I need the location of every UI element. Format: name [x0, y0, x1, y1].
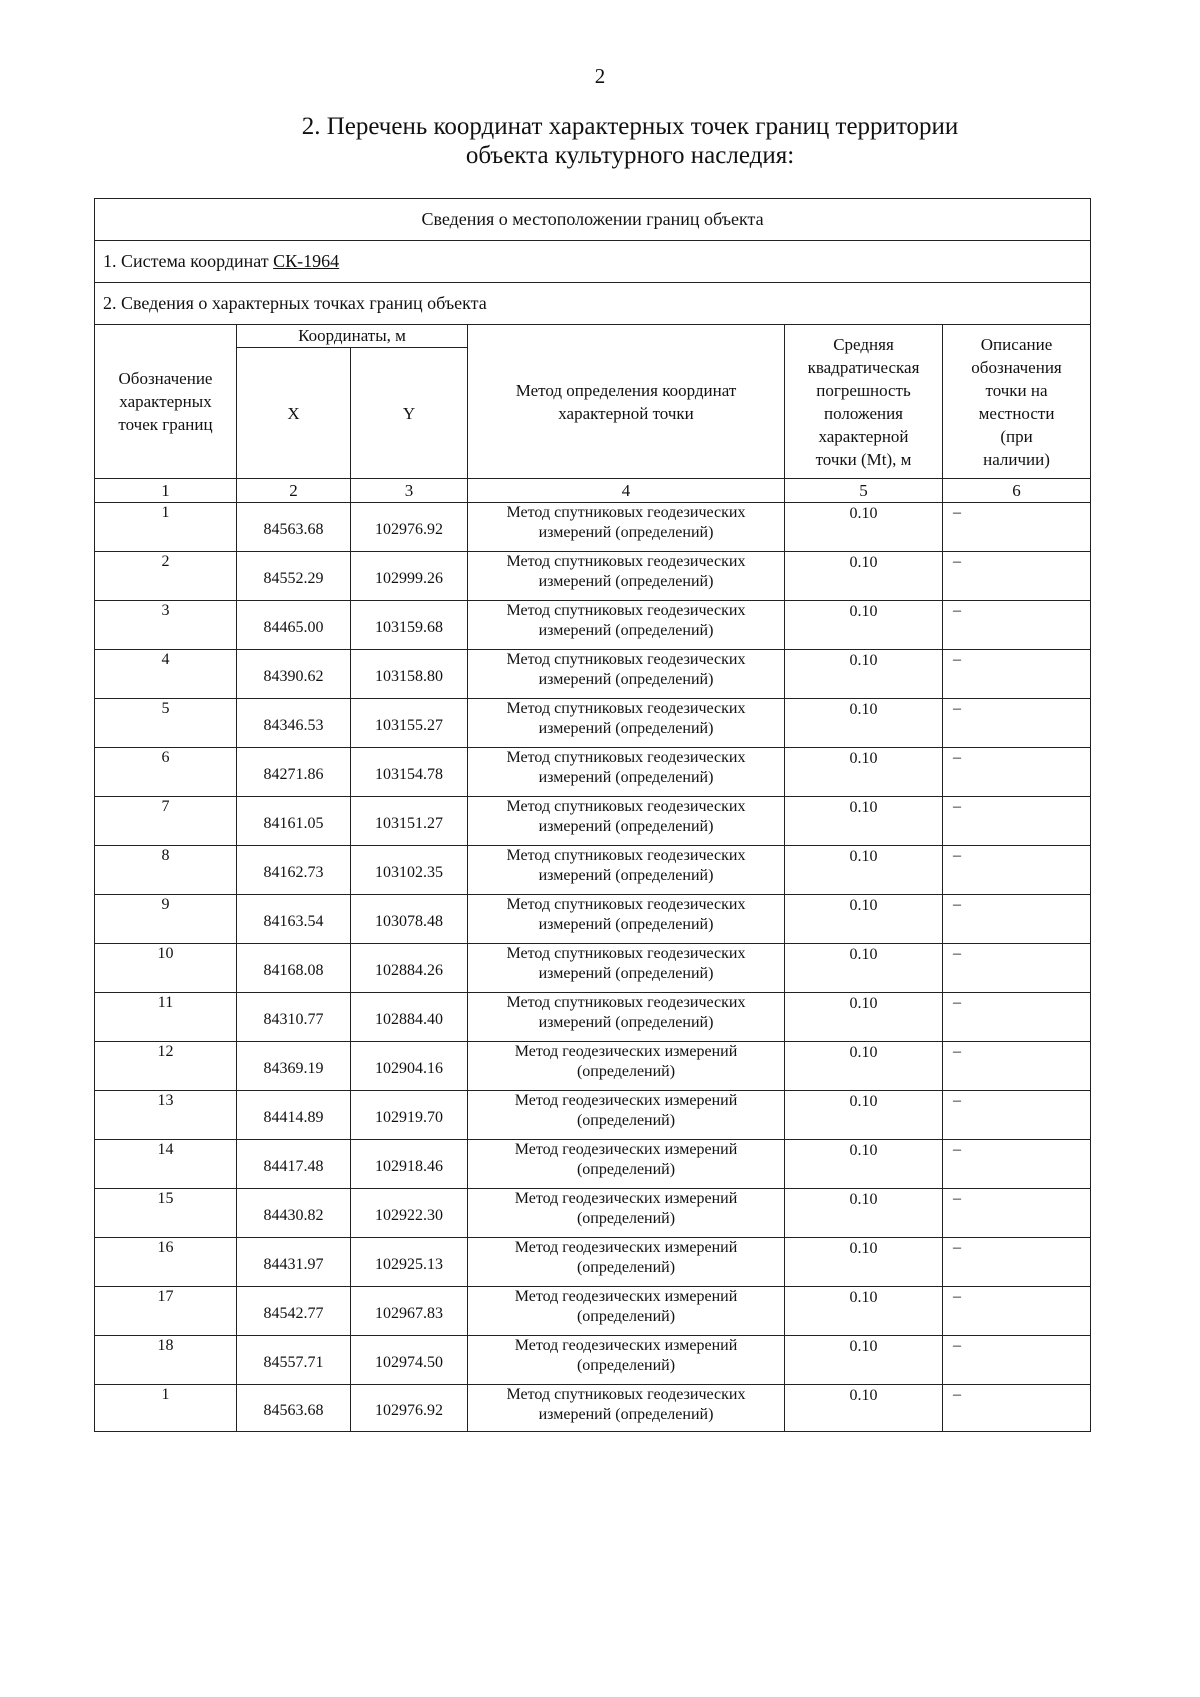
table-row: [95, 1140, 1091, 1189]
method-line: Метод геодезических измерений: [514, 1288, 738, 1305]
y-coordinate-cell: 103155.27: [351, 699, 468, 748]
coordinates-table: [94, 198, 1091, 1432]
table-row: [95, 1336, 1091, 1385]
method-cell: [468, 1287, 785, 1336]
method-line: Метод геодезических измерений: [514, 1337, 738, 1354]
header-coordinates: Координаты, м: [237, 325, 468, 348]
method-line: (определений): [576, 1259, 676, 1276]
error-cell: 0.10: [785, 797, 943, 846]
header-designation-line: точек границ: [118, 415, 213, 434]
point-id-cell: 8: [95, 846, 237, 895]
header-designation: [95, 325, 237, 479]
x-coordinate-cell: 84417.48: [237, 1140, 351, 1189]
table-row: [95, 1042, 1091, 1091]
x-coordinate-cell: 84552.29: [237, 552, 351, 601]
x-coordinate-cell: 84162.73: [237, 846, 351, 895]
header-error-line: погрешность: [816, 380, 911, 400]
description-cell: –: [943, 1091, 1091, 1140]
point-id-cell: 5: [95, 699, 237, 748]
method-cell: [468, 895, 785, 944]
method-cell: [468, 748, 785, 797]
method-cell: [468, 797, 785, 846]
method-line: Метод спутниковых геодезических: [506, 553, 746, 570]
method-line: измерений (определений): [538, 1014, 714, 1031]
method-line: Метод геодезических измерений: [514, 1043, 738, 1060]
table-row: [95, 1385, 1091, 1432]
error-cell: 0.10: [785, 846, 943, 895]
y-coordinate-cell: 103154.78: [351, 748, 468, 797]
header-description-line: точки на: [985, 380, 1048, 400]
section-title: Сведения о местоположении границ объекта: [95, 199, 1091, 241]
method-line: Метод геодезических измерений: [514, 1190, 738, 1207]
x-coordinate-cell: 84431.97: [237, 1238, 351, 1287]
header-error: [785, 325, 943, 479]
document-title: [0, 112, 1200, 170]
method-line: измерений (определений): [538, 573, 714, 590]
method-line: измерений (определений): [538, 818, 714, 835]
point-id-cell: 12: [95, 1042, 237, 1091]
description-cell: –: [943, 993, 1091, 1042]
table-row: [95, 1287, 1091, 1336]
header-y: Y: [351, 348, 468, 479]
y-coordinate-cell: 103159.68: [351, 601, 468, 650]
method-line: Метод спутниковых геодезических: [506, 1386, 746, 1403]
x-coordinate-cell: 84414.89: [237, 1091, 351, 1140]
method-cell: [468, 601, 785, 650]
method-cell: [468, 1189, 785, 1238]
method-line: (определений): [576, 1063, 676, 1080]
header-description-line: (при: [1000, 426, 1033, 446]
x-coordinate-cell: 84557.71: [237, 1336, 351, 1385]
header-description: [943, 325, 1091, 479]
description-cell: –: [943, 748, 1091, 797]
point-id-cell: 1: [95, 1385, 237, 1432]
header-designation-line: Обозначение: [118, 369, 213, 388]
method-line: Метод спутниковых геодезических: [506, 994, 746, 1011]
column-number: 3: [351, 479, 468, 503]
description-cell: –: [943, 1140, 1091, 1189]
point-id-cell: 16: [95, 1238, 237, 1287]
description-cell: –: [943, 797, 1091, 846]
method-cell: [468, 1140, 785, 1189]
header-error-line: положения: [823, 403, 903, 423]
error-cell: 0.10: [785, 1385, 943, 1432]
method-line: измерений (определений): [538, 720, 714, 737]
method-line: измерений (определений): [538, 622, 714, 639]
point-id-cell: 2: [95, 552, 237, 601]
x-coordinate-cell: 84563.68: [237, 1385, 351, 1432]
y-coordinate-cell: 103078.48: [351, 895, 468, 944]
header-method-line: характерной точки: [558, 403, 694, 423]
method-line: измерений (определений): [538, 1406, 714, 1423]
method-line: Метод спутниковых геодезических: [506, 651, 746, 668]
coord-system-row: [95, 241, 1091, 283]
method-line: (определений): [576, 1357, 676, 1374]
error-cell: 0.10: [785, 552, 943, 601]
error-cell: 0.10: [785, 1091, 943, 1140]
point-id-cell: 11: [95, 993, 237, 1042]
point-id-cell: 3: [95, 601, 237, 650]
description-cell: –: [943, 601, 1091, 650]
y-coordinate-cell: 102925.13: [351, 1238, 468, 1287]
x-coordinate-cell: 84161.05: [237, 797, 351, 846]
column-number: 5: [785, 479, 943, 503]
method-cell: [468, 650, 785, 699]
x-coordinate-cell: 84310.77: [237, 993, 351, 1042]
column-number: 2: [237, 479, 351, 503]
point-id-cell: 14: [95, 1140, 237, 1189]
description-cell: –: [943, 650, 1091, 699]
header-error-line: точки (Mt), м: [815, 449, 912, 469]
section-title-row: [95, 199, 1091, 241]
description-cell: –: [943, 503, 1091, 552]
header-row-1: [95, 325, 1091, 348]
point-id-cell: 7: [95, 797, 237, 846]
error-cell: 0.10: [785, 1189, 943, 1238]
method-line: измерений (определений): [538, 769, 714, 786]
x-coordinate-cell: 84430.82: [237, 1189, 351, 1238]
points-section-row: [95, 283, 1091, 325]
x-coordinate-cell: 84542.77: [237, 1287, 351, 1336]
coord-system: [95, 241, 1091, 283]
method-cell: [468, 1042, 785, 1091]
header-method-line: Метод определения координат: [515, 380, 737, 400]
description-cell: –: [943, 895, 1091, 944]
error-cell: 0.10: [785, 993, 943, 1042]
method-cell: [468, 1385, 785, 1432]
table-row: [95, 944, 1091, 993]
method-cell: [468, 699, 785, 748]
point-id-cell: 17: [95, 1287, 237, 1336]
y-coordinate-cell: 102976.92: [351, 503, 468, 552]
method-cell: [468, 1238, 785, 1287]
table-row: [95, 503, 1091, 552]
description-cell: –: [943, 1336, 1091, 1385]
description-cell: –: [943, 1385, 1091, 1432]
y-coordinate-cell: 102999.26: [351, 552, 468, 601]
method-line: Метод спутниковых геодезических: [506, 945, 746, 962]
y-coordinate-cell: 103102.35: [351, 846, 468, 895]
point-id-cell: 15: [95, 1189, 237, 1238]
x-coordinate-cell: 84346.53: [237, 699, 351, 748]
header-description-line: Описание: [980, 334, 1053, 354]
description-cell: –: [943, 1238, 1091, 1287]
method-line: (определений): [576, 1308, 676, 1325]
method-line: (определений): [576, 1161, 676, 1178]
x-coordinate-cell: 84163.54: [237, 895, 351, 944]
point-id-cell: 1: [95, 503, 237, 552]
title-line-1: 2. Перечень координат характерных точек границ территории: [301, 113, 959, 140]
method-line: Метод спутниковых геодезических: [506, 798, 746, 815]
x-coordinate-cell: 84271.86: [237, 748, 351, 797]
point-id-cell: 4: [95, 650, 237, 699]
table-row: [95, 1238, 1091, 1287]
table-row: [95, 601, 1091, 650]
table-row: [95, 1091, 1091, 1140]
y-coordinate-cell: 102976.92: [351, 1385, 468, 1432]
error-cell: 0.10: [785, 1287, 943, 1336]
description-cell: –: [943, 846, 1091, 895]
table-row: [95, 993, 1091, 1042]
method-line: измерений (определений): [538, 867, 714, 884]
x-coordinate-cell: 84168.08: [237, 944, 351, 993]
error-cell: 0.10: [785, 601, 943, 650]
description-cell: –: [943, 1189, 1091, 1238]
description-cell: –: [943, 552, 1091, 601]
method-line: Метод геодезических измерений: [514, 1141, 738, 1158]
error-cell: 0.10: [785, 895, 943, 944]
method-line: Метод спутниковых геодезических: [506, 602, 746, 619]
header-error-line: Средняя: [833, 334, 894, 354]
header-x: X: [237, 348, 351, 479]
table-row: [95, 552, 1091, 601]
method-line: измерений (определений): [538, 965, 714, 982]
method-cell: [468, 944, 785, 993]
error-cell: 0.10: [785, 1238, 943, 1287]
method-line: Метод спутниковых геодезических: [506, 504, 746, 521]
column-number: 1: [95, 479, 237, 503]
x-coordinate-cell: 84563.68: [237, 503, 351, 552]
method-line: Метод спутниковых геодезических: [506, 847, 746, 864]
point-id-cell: 6: [95, 748, 237, 797]
error-cell: 0.10: [785, 1336, 943, 1385]
method-line: Метод спутниковых геодезических: [506, 700, 746, 717]
y-coordinate-cell: 102922.30: [351, 1189, 468, 1238]
method-line: измерений (определений): [538, 916, 714, 933]
header-method: [468, 325, 785, 479]
y-coordinate-cell: 102919.70: [351, 1091, 468, 1140]
y-coordinate-cell: 102974.50: [351, 1336, 468, 1385]
method-cell: [468, 993, 785, 1042]
point-id-cell: 10: [95, 944, 237, 993]
y-coordinate-cell: 102884.26: [351, 944, 468, 993]
header-description-line: наличии): [983, 449, 1050, 469]
header-error-line: характерной: [818, 426, 909, 446]
header-description-line: местности: [978, 403, 1055, 423]
column-number: 4: [468, 479, 785, 503]
method-line: (определений): [576, 1112, 676, 1129]
method-line: измерений (определений): [538, 671, 714, 688]
table-row: [95, 748, 1091, 797]
table-row: [95, 1189, 1091, 1238]
method-line: Метод геодезических измерений: [514, 1092, 738, 1109]
method-cell: [468, 503, 785, 552]
point-id-cell: 18: [95, 1336, 237, 1385]
error-cell: 0.10: [785, 503, 943, 552]
table-row: [95, 846, 1091, 895]
coord-system-value: СК-1964: [273, 251, 340, 271]
y-coordinate-cell: 103158.80: [351, 650, 468, 699]
error-cell: 0.10: [785, 1042, 943, 1091]
method-cell: [468, 552, 785, 601]
x-coordinate-cell: 84390.62: [237, 650, 351, 699]
table-row: [95, 895, 1091, 944]
column-number-row: [95, 479, 1091, 503]
method-cell: [468, 1091, 785, 1140]
points-section-title: 2. Сведения о характерных точках границ объекта: [95, 283, 1091, 325]
y-coordinate-cell: 102967.83: [351, 1287, 468, 1336]
y-coordinate-cell: 103151.27: [351, 797, 468, 846]
x-coordinate-cell: 84369.19: [237, 1042, 351, 1091]
coord-system-label: 1. Система координат: [103, 251, 274, 271]
method-line: (определений): [576, 1210, 676, 1227]
title-line-2: объекта культурного наследия:: [465, 142, 795, 169]
error-cell: 0.10: [785, 944, 943, 993]
method-line: Метод спутниковых геодезических: [506, 896, 746, 913]
header-designation-line: характерных: [119, 392, 212, 411]
y-coordinate-cell: 102884.40: [351, 993, 468, 1042]
method-cell: [468, 1336, 785, 1385]
y-coordinate-cell: 102918.46: [351, 1140, 468, 1189]
method-line: Метод спутниковых геодезических: [506, 749, 746, 766]
header-description-line: обозначения: [971, 357, 1062, 377]
point-id-cell: 9: [95, 895, 237, 944]
page-number: 2: [594, 64, 606, 88]
header-error-line: квадратическая: [807, 357, 920, 377]
table-row: [95, 650, 1091, 699]
error-cell: 0.10: [785, 748, 943, 797]
description-cell: –: [943, 1042, 1091, 1091]
method-cell: [468, 846, 785, 895]
description-cell: –: [943, 944, 1091, 993]
description-cell: –: [943, 699, 1091, 748]
table-row: [95, 699, 1091, 748]
method-line: Метод геодезических измерений: [514, 1239, 738, 1256]
method-line: измерений (определений): [538, 524, 714, 541]
coordinates-table-container: [94, 198, 1090, 1432]
error-cell: 0.10: [785, 1140, 943, 1189]
error-cell: 0.10: [785, 699, 943, 748]
x-coordinate-cell: 84465.00: [237, 601, 351, 650]
y-coordinate-cell: 102904.16: [351, 1042, 468, 1091]
error-cell: 0.10: [785, 650, 943, 699]
column-number: 6: [943, 479, 1091, 503]
point-id-cell: 13: [95, 1091, 237, 1140]
table-row: [95, 797, 1091, 846]
description-cell: –: [943, 1287, 1091, 1336]
